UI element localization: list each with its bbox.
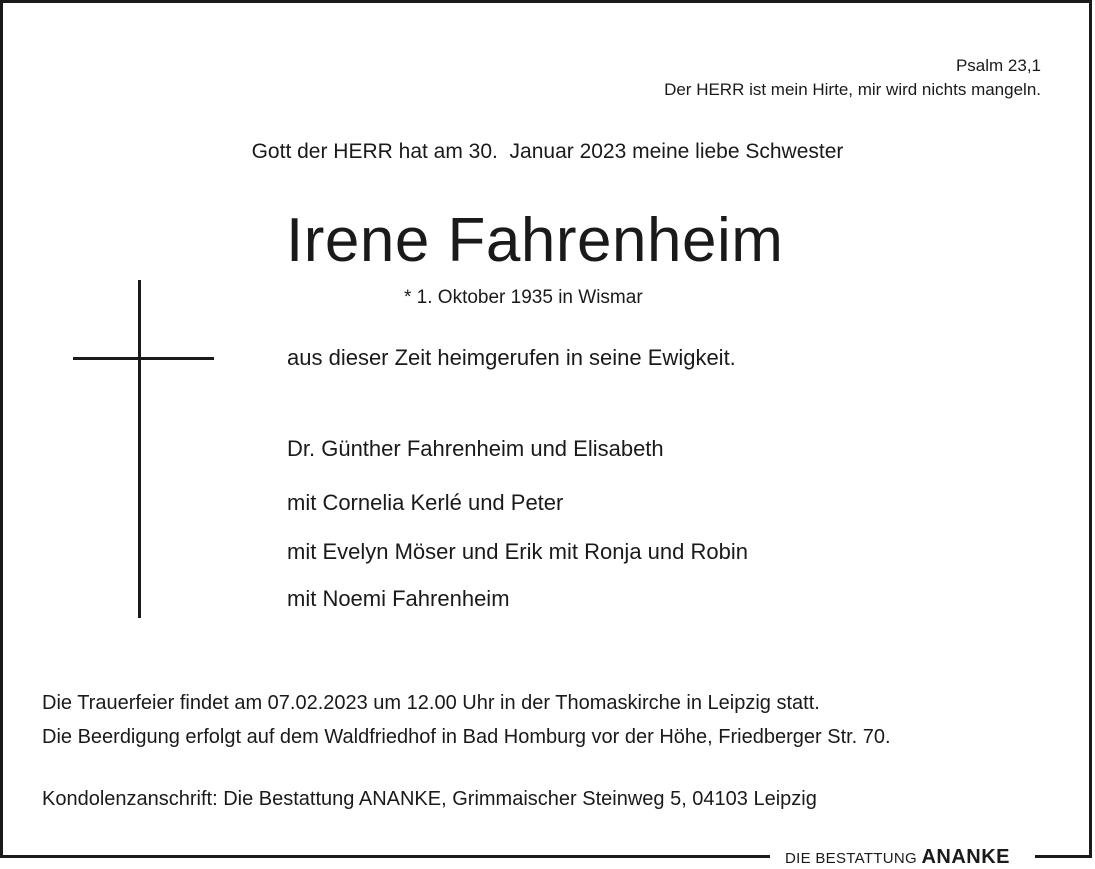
family-member: mit Cornelia Kerlé und Peter — [287, 490, 564, 515]
psalm-verse: Der HERR ist mein Hirte, mir wird nichts mangeln. — [664, 80, 1041, 99]
birth-line: * 1. Oktober 1935 in Wismar — [404, 287, 643, 308]
family-member: Dr. Günther Fahrenheim und Elisabeth — [287, 436, 664, 461]
logo-brand: ANANKE — [921, 846, 1011, 868]
intro-text — [0, 140, 1095, 164]
cross-icon-bar — [73, 357, 214, 360]
service-info — [42, 686, 891, 754]
burial-line: Die Beerdigung erfolgt auf dem Waldfriedhof in Bad Homburg vor der Höhe, Friedberger Str. 70. — [42, 726, 891, 748]
border-bottom-end — [1035, 855, 1092, 858]
family-member: mit Evelyn Möser und Erik mit Ronja und Robin — [287, 539, 748, 564]
condolence-address: Kondolenzanschrift: Die Bestattung ANANKE, Grimmaischer Steinweg 5, 04103 Leipzig — [42, 788, 817, 810]
cross-icon — [138, 280, 141, 618]
border-right — [1089, 0, 1092, 858]
funeral-service-line: Die Trauerfeier findet am 07.02.2023 um 12.00 Uhr in der Thomaskirche in Leipzig statt. — [42, 692, 820, 714]
eternity-line: aus dieser Zeit heimgerufen in seine Ewigkeit. — [287, 345, 736, 370]
psalm-reference: Psalm 23,1 — [955, 56, 1041, 75]
border-top — [0, 0, 1092, 3]
intro-line: Gott der HERR hat am 30. Januar 2023 meine liebe Schwester — [251, 140, 844, 163]
family-member: mit Noemi Fahrenheim — [287, 586, 510, 611]
border-bottom — [0, 855, 770, 858]
logo-prefix: DIE BESTATTUNG — [785, 850, 917, 867]
border-left — [0, 0, 3, 858]
psalm-quote — [664, 54, 1041, 102]
deceased-name: Irene Fahrenheim — [286, 206, 784, 275]
funeral-home-logo — [785, 846, 1010, 869]
